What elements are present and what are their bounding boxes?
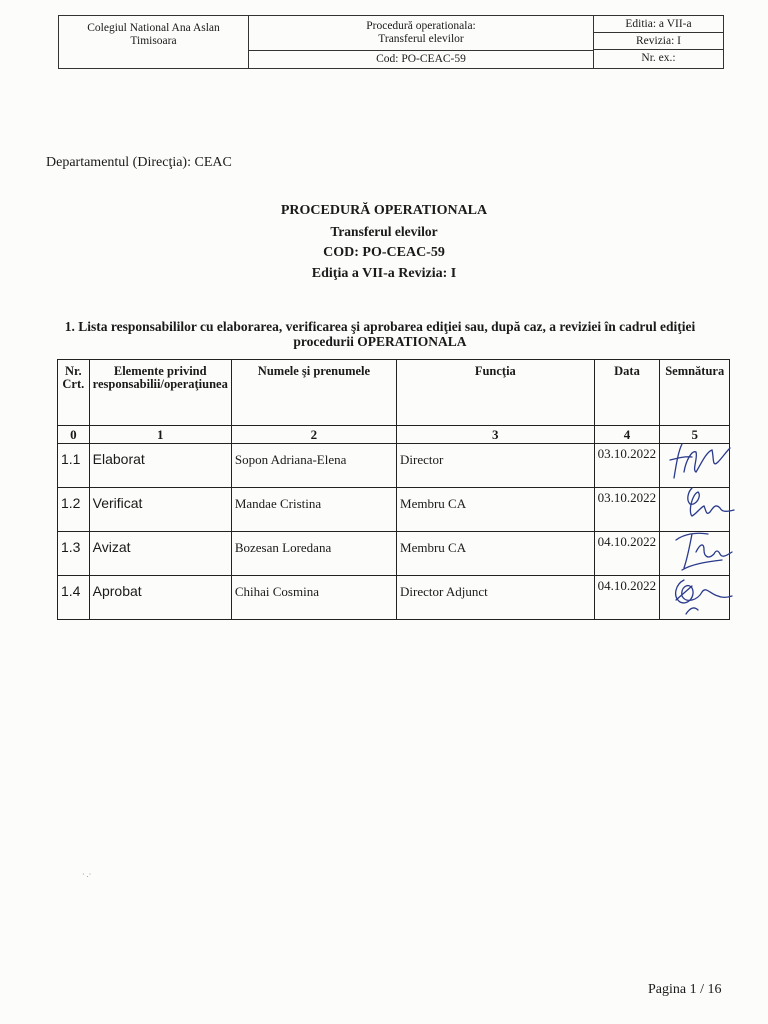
index-cell: 4 <box>594 426 660 444</box>
department-line: Departamentul (Direcţia): CEAC <box>46 155 232 170</box>
edition-label: Editia: a VII-a <box>594 16 723 33</box>
table-index-row <box>58 426 730 444</box>
institution-city: Timisoara <box>130 35 177 47</box>
row-number: 1.1 <box>58 444 90 488</box>
row-name: Mandae Cristina <box>231 488 396 532</box>
title-line-4: Ediţia a VII-a Revizia: I <box>311 266 457 281</box>
row-function: Director <box>397 444 595 488</box>
revision-label: Revizia: I <box>594 33 723 50</box>
row-date: 04.10.2022 <box>594 576 660 620</box>
title-line-2: Transferul elevilor <box>330 224 438 239</box>
handwritten-signature-icon <box>662 482 732 528</box>
col-header-nr: Nr. Crt. <box>58 360 90 426</box>
row-number: 1.2 <box>58 488 90 532</box>
row-element: Avizat <box>89 532 231 576</box>
handwritten-signature-icon <box>662 438 732 484</box>
procedure-code: Cod: PO-CEAC-59 <box>376 53 466 65</box>
col-header-date: Data <box>594 360 660 426</box>
table-header-row <box>58 360 730 426</box>
col-header-signature: Semnătura <box>660 360 730 426</box>
row-element: Verificat <box>89 488 231 532</box>
row-number: 1.3 <box>58 532 90 576</box>
institution-cell <box>59 16 249 68</box>
table-row <box>58 576 730 620</box>
table-row <box>58 532 730 576</box>
row-element: Elaborat <box>89 444 231 488</box>
col-header-elements: Elemente privind responsabilii/operaţiunea <box>89 360 231 426</box>
edition-cell <box>594 16 723 68</box>
row-function: Membru CA <box>397 532 595 576</box>
row-number: 1.4 <box>58 576 90 620</box>
procedure-type: Procedură operationala: <box>366 20 476 32</box>
index-cell: 0 <box>58 426 90 444</box>
copy-number-label: Nr. ex.: <box>641 52 676 64</box>
procedure-cell <box>249 16 594 68</box>
row-element: Aprobat <box>89 576 231 620</box>
signature-cell <box>660 444 730 488</box>
scan-speck: · .· <box>82 870 92 879</box>
col-header-function: Funcţia <box>397 360 595 426</box>
table-row <box>58 444 730 488</box>
index-cell: 3 <box>397 426 595 444</box>
procedure-title-cell <box>249 16 593 51</box>
signature-cell <box>660 576 730 620</box>
signature-cell <box>660 532 730 576</box>
index-cell: 5 <box>660 426 730 444</box>
page-number: Pagina 1 / 16 <box>648 982 722 997</box>
col-header-name: Numele şi prenumele <box>231 360 396 426</box>
signature-cell <box>660 488 730 532</box>
document-header-table <box>58 15 724 69</box>
title-line-3: COD: PO-CEAC-59 <box>323 245 445 260</box>
row-function: Membru CA <box>397 488 595 532</box>
handwritten-signature-icon <box>662 526 732 572</box>
procedure-name: Transferul elevilor <box>378 33 464 45</box>
row-date: 03.10.2022 <box>594 488 660 532</box>
row-name: Bozesan Loredana <box>231 532 396 576</box>
title-line-1: PROCEDURĂ OPERATIONALA <box>280 203 488 218</box>
institution-name: Colegiul National Ana Aslan <box>87 22 220 34</box>
responsibles-table <box>57 359 730 620</box>
row-name: Sopon Adriana-Elena <box>231 444 396 488</box>
index-cell: 1 <box>89 426 231 444</box>
procedure-title-block <box>0 200 768 284</box>
row-name: Chihai Cosmina <box>231 576 396 620</box>
table-row <box>58 488 730 532</box>
row-date: 03.10.2022 <box>594 444 660 488</box>
section-1-heading: 1. Lista responsabililor cu elaborarea, verificarea şi aprobarea ediţiei sau, după caz, a reviziei în cadrul ediţiei procedurii OPERATIONALA <box>64 319 696 349</box>
handwritten-signature-icon <box>662 570 732 616</box>
row-date: 04.10.2022 <box>594 532 660 576</box>
index-cell: 2 <box>231 426 396 444</box>
row-function: Director Adjunct <box>397 576 595 620</box>
